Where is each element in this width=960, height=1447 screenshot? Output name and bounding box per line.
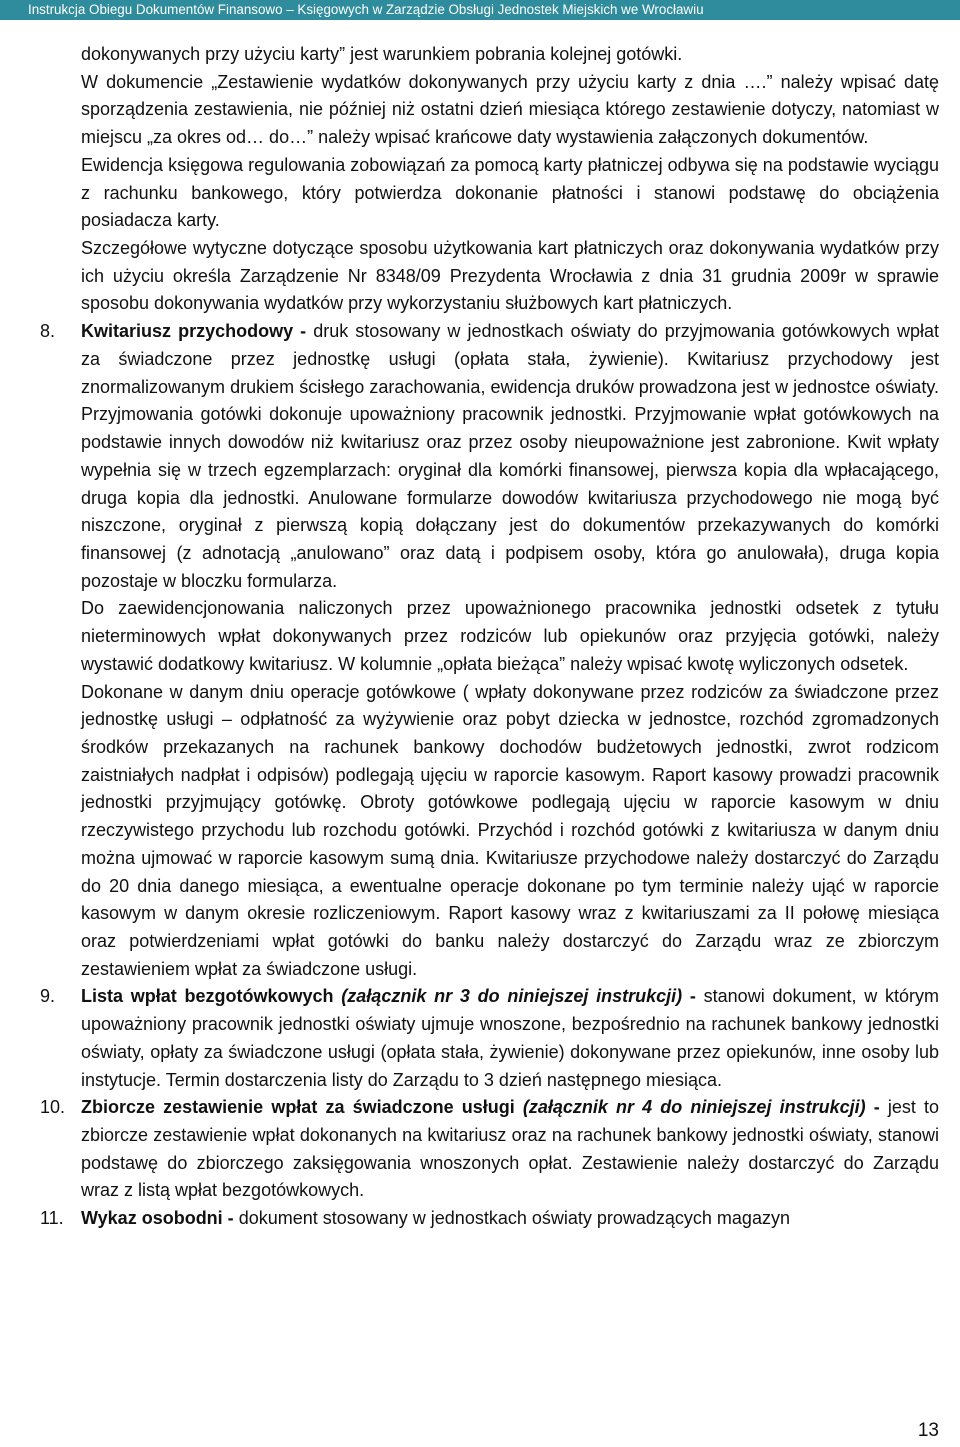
paragraph: dokonywanych przy użyciu karty” jest warunkiem pobrania kolejnej gotówki. (81, 44, 683, 64)
paragraph (81, 983, 939, 1094)
term-label: Lista wpłat bezgotówkowych (81, 986, 342, 1007)
paragraph: Dokonane w danym dniu operacje gotówkowe ( wpłaty dokonywane przez rodziców za świadczone przez jednostkę usługi – odpłatność za wyżywienie oraz pobyt dziecka w jednostce, rozchód zgromadzonych środków przekazanych na rachunek bankowy dochodów budżetowych jednostki, zwrot rodzicom zaistniałych nadpłat i odpisów) podlegają ujęciu w raporcie kasowym. Raport kasowy prowadzi pracownik jednostki przyjmujący gotówkę. Obroty gotówkowe podlegają ujęciu w raporcie kasowym w dniu rzeczywistego przychodu lub rozchodu gotówki. Przychód i rozchód gotówki z kwitariusza w danym dniu można ujmować w raporcie kasowym sumą dnia. Kwitariusze przychodowe należy dostarczyć do Zarządu do 20 dnia danego miesiąca, a ewentualne operacje dokonane po tym terminie należy ująć w raporcie kasowym w danym okresie rozliczeniowym. Raport kasowy wraz z kwitariuszami za II połowę miesiąca oraz potwierdzeniami wpłat gotówki do banku należy dostarczyć do Zarządu wraz ze zbiorczym zestawieniem wpłat za świadczone usługi. (81, 681, 939, 979)
paragraph: Do zaewidencjonowania naliczonych przez upoważnionego pracownika jednostki odsetek z tytułu nieterminowych wpłat dokonywanych przez rodziców lub opiekunów oraz przyjęcia gotówki, należy wystawić dodatkowy kwitariusz. W kolumnie „opłata bieżąca” należy wpisać kwotę wyliczonych odsetek. (81, 598, 939, 674)
list-item-9 (40, 983, 939, 1094)
list-number: 10. (40, 1097, 66, 1118)
term-definition: jest to zbiorcze zestawienie wpłat dokonanych na kwitariusz oraz na rachunek bankowy jednostki oświaty, stanowi podstawę do zbiorczego zaksięgowania wnoszonych opłat. Zestawienie należy dostarczyć do Zarządu wraz z listą wpłat bezgotówkowych. (81, 1097, 939, 1201)
term-definition: druk stosowany w jednostkach oświaty do przyjmowania gotówkowych wpłat za świadczone przez jednostkę usługi (opłata stała, żywienie). Kwitariusz przychodowy jest znormalizowanym drukiem ścisłego zarachowania, ewidencja druków prowadzona jest w jednostce oświaty. Przyjmowania gotówki dokonuje upoważniony pracownik jednostki. Przyjmowanie wpłat gotówkowych na podstawie innych dowodów niż kwitariusz oraz przez osoby nieupoważnione jest zabronione. Kwit wpłaty wypełnia się w trzech egzemplarzach: oryginał dla komórki finansowej, pierwsza kopia dla wpłacającego, druga kopia dla jednostki. Anulowane formularze dowodów kwitariusza przychodowego nie mogą być niszczone, oryginał z pierwszą kopią dołączany jest do dokumentów przekazywanych do komórki finansowej (z adnotacją „anulowano” oraz datą i podpisem osoby, która go anulowała), druga kopia pozostaje w bloczku formularza. (81, 321, 939, 591)
list-item-11 (40, 1205, 939, 1233)
term-definition: stanowi dokument, w którym upoważniony pracownik jednostki oświaty ujmuje wnoszone, bezpośrednio na rachunek bankowy jednostki oświaty, opłaty za świadczone usługi (opłata stała, żywienie) dokonywane przez opiekunów, inne osoby lub instytucje. Termin dostarczenia listy do Zarządu to 3 dzień następnego miesiąca. (81, 986, 939, 1090)
term-dash: - (865, 1097, 880, 1118)
paragraph (81, 1094, 939, 1205)
page-number: 13 (917, 1420, 939, 1441)
paragraph (81, 1205, 939, 1233)
running-header: Instrukcja Obiegu Dokumentów Finansowo – Księgowych w Zarządzie Obsługi Jednostek Miejskich we Wrocławiu (0, 0, 960, 20)
term-definition: dokument stosowany w jednostkach oświaty prowadzących magazyn (233, 1208, 790, 1229)
term-dash: - (682, 986, 696, 1007)
paragraph (81, 318, 939, 595)
list-item-10 (40, 1094, 939, 1205)
paragraph: Ewidencja księgowa regulowania zobowiązań za pomocą karty płatniczej odbywa się na podstawie wyciągu z rachunku bankowego, który potwierdza dokonanie płatności i stanowi podstawę do obciążenia posiadacza karty. (81, 154, 939, 231)
term-label: Zbiorcze zestawienie wpłat za świadczone usługi (81, 1097, 523, 1118)
list-item-8 (40, 318, 939, 983)
attachment-reference: (załącznik nr 4 do niniejszej instrukcji) (522, 1097, 866, 1118)
paragraph: Szczegółowe wytyczne dotyczące sposobu użytkowania kart płatniczych oraz dokonywania wydatków przy ich użyciu określa Zarządzenie Nr 8348/09 Prezydenta Wrocławia z dnia 31 grudnia 2009r w sprawie sposobu dokonywania wydatków przy wykorzystaniu służbowych kart płatniczych. (81, 238, 939, 314)
paragraph: W dokumencie „Zestawienie wydatków dokonywanych przy użyciu karty z dnia ….” należy wpisać datę sporządzenia zestawienia, nie później niż ostatni dzień miesiąca którego zestawienie dotyczy, natomiast w miejscu „za okres od… do…” należy wpisać krańcowe daty wystawienia załączonych dokumentów. (81, 71, 939, 148)
list-number: 9. (40, 986, 56, 1007)
attachment-reference: (załącznik nr 3 do niniejszej instrukcji) (341, 986, 683, 1007)
term-label: Kwitariusz przychodowy - (81, 321, 307, 342)
list-number: 11. (40, 1208, 64, 1229)
document-body (40, 41, 939, 1233)
list-number: 8. (40, 321, 56, 342)
term-label: Wykaz osobodni - (81, 1208, 234, 1229)
